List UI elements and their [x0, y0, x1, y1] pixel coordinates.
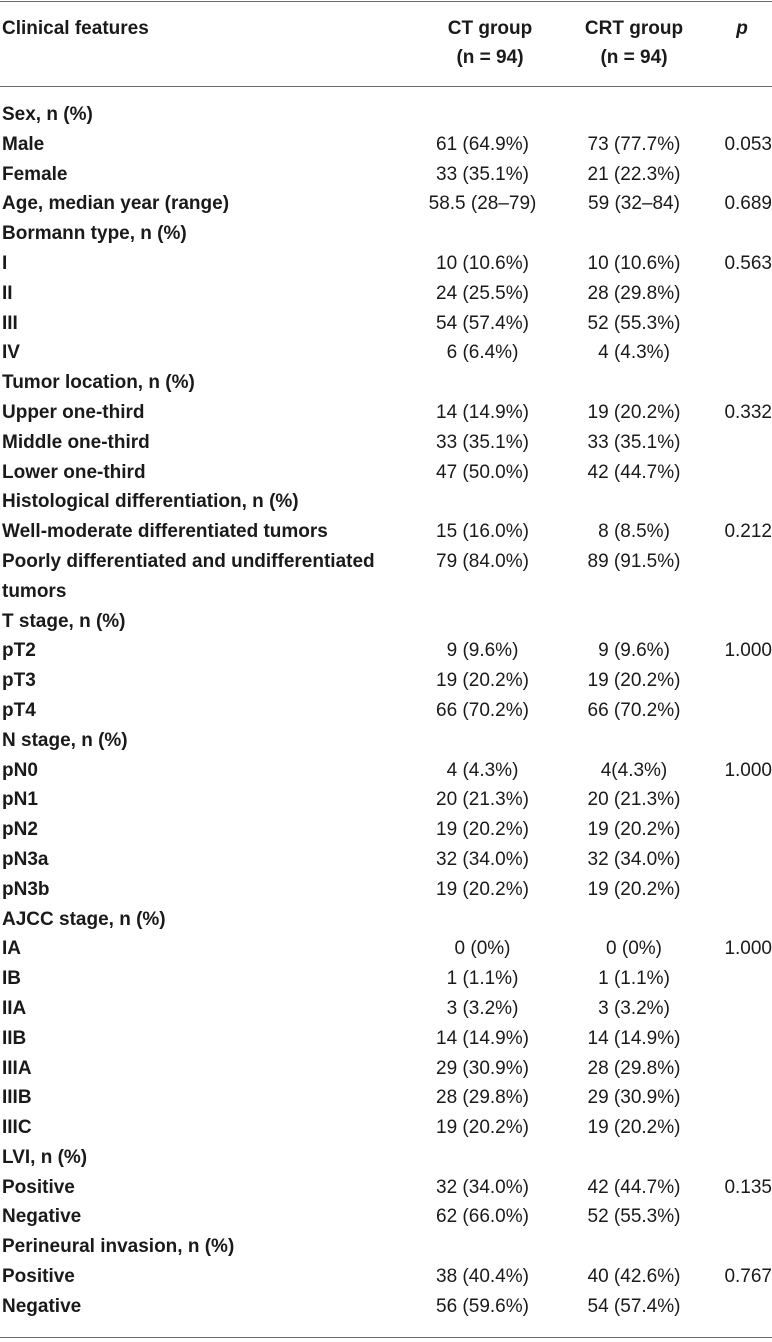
- table-row: [0, 249, 772, 279]
- row-label: Lower one-third: [2, 461, 146, 483]
- p-value: 0.135: [724, 1176, 772, 1198]
- p-value: 1.000: [724, 938, 772, 960]
- ct-group-value: 54 (57.4%): [436, 312, 529, 334]
- ct-group-value: 4 (4.3%): [446, 759, 519, 781]
- crt-group-value: 54 (57.4%): [587, 1295, 681, 1317]
- row-label: Female: [2, 163, 68, 185]
- row-label: Positive: [2, 1266, 75, 1288]
- row-label: II: [2, 282, 13, 304]
- row-label: pN3b: [2, 878, 50, 900]
- crt-group-value: 4 (4.3%): [598, 342, 670, 364]
- ct-group-value: 19 (20.2%): [436, 819, 529, 841]
- p-value: 0.563: [724, 252, 772, 274]
- row-label: LVI, n (%): [2, 1146, 88, 1168]
- crt-group-value: 42 (44.7%): [587, 461, 681, 483]
- row-label: IIIC: [2, 1117, 32, 1139]
- row-label: N stage, n (%): [2, 729, 128, 751]
- row-label: Age, median year (range): [2, 193, 230, 215]
- row-label: Bormann type, n (%): [2, 223, 187, 245]
- ct-group-value: 19 (20.2%): [436, 1117, 529, 1139]
- row-label: Tumor location, n (%): [2, 372, 195, 394]
- ct-group-value: 33 (35.1%): [436, 163, 529, 185]
- p-value: 1.000: [724, 759, 772, 781]
- row-label: Male: [2, 133, 45, 155]
- row-label: Negative: [2, 1295, 82, 1317]
- table-row: [0, 487, 772, 517]
- ct-group-value: 6 (6.4%): [446, 342, 519, 364]
- row-label: T stage, n (%): [2, 610, 126, 632]
- table-row: [0, 398, 772, 428]
- crt-group-value: 9 (9.6%): [598, 640, 670, 662]
- row-label: Positive: [2, 1176, 75, 1198]
- table-row: [0, 1054, 772, 1084]
- p-value: 0.212: [724, 521, 772, 543]
- row-label: IIIB: [2, 1087, 32, 1109]
- row-label: IV: [2, 342, 20, 364]
- row-label: Perineural invasion, n (%): [2, 1236, 235, 1258]
- table-row: [0, 815, 772, 845]
- ct-group-value: 62 (66.0%): [436, 1206, 529, 1228]
- table-row: [0, 1232, 772, 1262]
- table-row: [0, 309, 772, 339]
- crt-group-value: 10 (10.6%): [587, 252, 681, 274]
- bottom-rule: [0, 1337, 772, 1338]
- crt-group-value: 89 (91.5%): [587, 550, 681, 572]
- header-rule: [0, 86, 772, 87]
- row-label: Middle one-third: [2, 431, 150, 453]
- crt-group-value: 19 (20.2%): [587, 401, 681, 423]
- ct-group-value: 20 (21.3%): [436, 789, 529, 811]
- table-body: [0, 100, 772, 1322]
- table-row: [0, 756, 772, 786]
- row-label: pT4: [2, 699, 36, 721]
- table-row: [0, 338, 772, 368]
- row-label: pN2: [2, 819, 38, 841]
- table-row: [0, 696, 772, 726]
- ct-group-value: 24 (25.5%): [436, 282, 529, 304]
- table-row: [0, 666, 772, 696]
- ct-group-value: 15 (16.0%): [436, 521, 529, 543]
- p-value: 0.332: [724, 401, 772, 423]
- table-row: [0, 934, 772, 964]
- p-value: 0.053: [724, 133, 772, 155]
- table-header: [0, 0, 772, 86]
- row-label: IA: [2, 938, 21, 960]
- row-label: Sex, n (%): [2, 104, 93, 125]
- crt-group-value: 3 (3.2%): [598, 997, 670, 1019]
- header-p-value: p: [736, 18, 748, 39]
- row-label: Poorly differentiated and undifferentiated tumors: [2, 550, 375, 602]
- p-value: 1.000: [724, 640, 772, 662]
- row-label: III: [2, 312, 18, 334]
- ct-group-value: 32 (34.0%): [436, 1176, 529, 1198]
- ct-group-value: 19 (20.2%): [436, 670, 529, 692]
- crt-group-value: 19 (20.2%): [587, 1117, 681, 1139]
- table-row: [0, 726, 772, 756]
- table-row: [0, 189, 772, 219]
- ct-group-value: 79 (84.0%): [436, 550, 529, 572]
- header-crt-title: CRT group: [584, 18, 684, 39]
- ct-group-value: 1 (1.1%): [446, 968, 519, 990]
- crt-group-value: 59 (32–84): [588, 193, 680, 215]
- ct-group-value: 66 (70.2%): [436, 699, 529, 721]
- crt-group-value: 66 (70.2%): [587, 699, 681, 721]
- ct-group-value: 29 (30.9%): [436, 1057, 529, 1079]
- crt-group-value: 32 (34.0%): [587, 848, 681, 870]
- crt-group-value: 40 (42.6%): [587, 1266, 681, 1288]
- crt-group-value: 29 (30.9%): [587, 1087, 681, 1109]
- table-row: [0, 636, 772, 666]
- table-row: [0, 160, 772, 190]
- table-row: [0, 1292, 772, 1322]
- table-row: [0, 130, 772, 160]
- crt-group-value: 19 (20.2%): [587, 670, 681, 692]
- ct-group-value: 3 (3.2%): [446, 997, 519, 1019]
- row-label: IIIA: [2, 1057, 32, 1079]
- table-row: [0, 428, 772, 458]
- table-row: [0, 547, 772, 607]
- crt-group-value: 19 (20.2%): [587, 878, 681, 900]
- ct-group-value: 56 (59.6%): [436, 1295, 529, 1317]
- crt-group-value: 20 (21.3%): [587, 789, 681, 811]
- row-label: pN1: [2, 789, 38, 811]
- table-row: [0, 517, 772, 547]
- ct-group-value: 38 (40.4%): [436, 1266, 529, 1288]
- table-row: [0, 607, 772, 637]
- ct-group-value: 0 (0%): [454, 938, 511, 960]
- row-label: IB: [2, 968, 21, 990]
- header-ct-title: CT group: [447, 18, 533, 39]
- crt-group-value: 33 (35.1%): [587, 431, 681, 453]
- row-label: pT2: [2, 640, 36, 662]
- ct-group-value: 19 (20.2%): [436, 878, 529, 900]
- p-value: 0.689: [724, 193, 772, 215]
- table-row: [0, 219, 772, 249]
- ct-group-value: 10 (10.6%): [436, 252, 529, 274]
- header-ct-n: (n = 94): [456, 47, 524, 68]
- table-row: [0, 845, 772, 875]
- table-row: [0, 458, 772, 488]
- row-label: IIA: [2, 997, 27, 1019]
- ct-group-value: 28 (29.8%): [436, 1087, 529, 1109]
- table-row: [0, 1083, 772, 1113]
- ct-group-value: 33 (35.1%): [436, 431, 529, 453]
- ct-group-value: 58.5 (28–79): [428, 193, 537, 215]
- crt-group-value: 8 (8.5%): [598, 521, 670, 543]
- header-clinical-features: Clinical features: [2, 18, 149, 39]
- ct-group-value: 14 (14.9%): [436, 401, 529, 423]
- ct-group-value: 32 (34.0%): [436, 848, 529, 870]
- crt-group-value: 21 (22.3%): [587, 163, 681, 185]
- ct-group-value: 61 (64.9%): [436, 133, 529, 155]
- table-row: [0, 1202, 772, 1232]
- crt-group-value: 28 (29.8%): [587, 282, 681, 304]
- table-row: [0, 875, 772, 905]
- table-row: [0, 1262, 772, 1292]
- row-label: AJCC stage, n (%): [2, 908, 166, 930]
- ct-group-value: 9 (9.6%): [446, 640, 519, 662]
- table-row: [0, 994, 772, 1024]
- row-label: Well-moderate differentiated tumors: [2, 521, 328, 543]
- row-label: Negative: [2, 1206, 82, 1228]
- table-row: [0, 785, 772, 815]
- table-row: [0, 279, 772, 309]
- crt-group-value: 1 (1.1%): [598, 968, 670, 990]
- crt-group-value: 14 (14.9%): [587, 1027, 681, 1049]
- crt-group-value: 52 (55.3%): [587, 312, 681, 334]
- crt-group-value: 19 (20.2%): [587, 819, 681, 841]
- crt-group-value: 52 (55.3%): [587, 1206, 681, 1228]
- table-row: [0, 1113, 772, 1143]
- table-row: [0, 1024, 772, 1054]
- table-row: [0, 368, 772, 398]
- row-label: pN3a: [2, 848, 49, 870]
- row-label: IIB: [2, 1027, 27, 1049]
- p-value: 0.767: [724, 1266, 772, 1288]
- row-label: pN0: [2, 759, 38, 781]
- header-ct-group: [410, 14, 570, 72]
- crt-group-value: 0 (0%): [606, 938, 662, 960]
- row-label: pT3: [2, 670, 36, 692]
- table-row: [0, 1143, 772, 1173]
- row-label: Upper one-third: [2, 401, 145, 423]
- crt-group-value: 28 (29.8%): [587, 1057, 681, 1079]
- header-crt-group: [556, 14, 712, 72]
- row-label: I: [2, 252, 8, 274]
- table-row: [0, 964, 772, 994]
- ct-group-value: 14 (14.9%): [436, 1027, 529, 1049]
- table-row: [0, 905, 772, 935]
- ct-group-value: 47 (50.0%): [436, 461, 529, 483]
- crt-group-value: 42 (44.7%): [587, 1176, 681, 1198]
- header-crt-n: (n = 94): [600, 47, 668, 68]
- row-label: Histological differentiation, n (%): [2, 491, 299, 513]
- table-row: [0, 1173, 772, 1203]
- crt-group-value: 4(4.3%): [600, 759, 668, 781]
- crt-group-value: 73 (77.7%): [587, 133, 681, 155]
- table-row: [0, 100, 772, 130]
